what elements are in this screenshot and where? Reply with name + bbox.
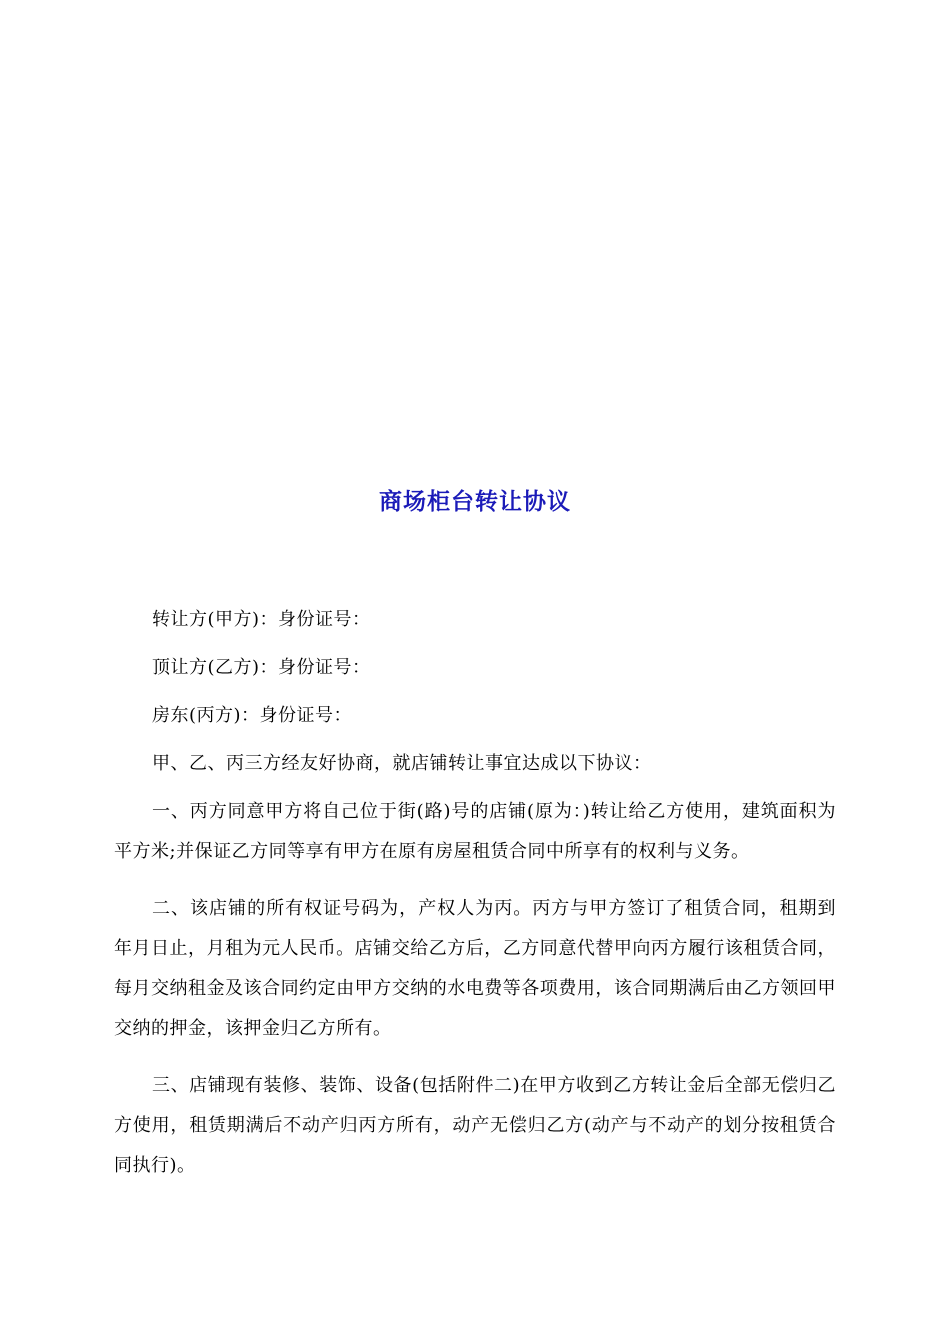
party-c-line: 房东(丙方)：身份证号： [152,705,353,726]
preamble-paragraph: 甲、乙、丙三方经友好协商，就店铺转让事宜达成以下协议： [152,753,652,774]
document-title: 商场柜台转让协议 [379,489,571,515]
clause-3-paragraph: 三、店铺现有装修、装饰、设备(包括附件二)在甲方收到乙方转让金后全部无偿归乙方使用，租赁期满后不动产归丙方所有，动产无偿归乙方(动产与不动产的划分按租赁合同执行)。 [114,1075,836,1176]
party-b-line: 顶让方(乙方)：身份证号： [152,657,371,678]
party-a-line: 转让方(甲方)：身份证号： [152,609,371,630]
clause-1-paragraph: 一、丙方同意甲方将自己位于街(路)号的店铺(原为：)转让给乙方使用，建筑面积为平方米;并保证乙方同等享有甲方在原有房屋租赁合同中所享有的权利与义务。 [114,801,836,862]
clause-2-paragraph: 二、该店铺的所有权证号码为，产权人为丙。丙方与甲方签订了租赁合同，租期到年月日止，月租为元人民币。店铺交给乙方后，乙方同意代替甲向丙方履行该租赁合同，每月交纳租金及该合同约定由甲方交纳的水电费等各项费用，该合同期满后由乙方领回甲交纳的押金，该押金归乙方所有。 [114,898,836,1039]
document-body [114,600,836,1203]
